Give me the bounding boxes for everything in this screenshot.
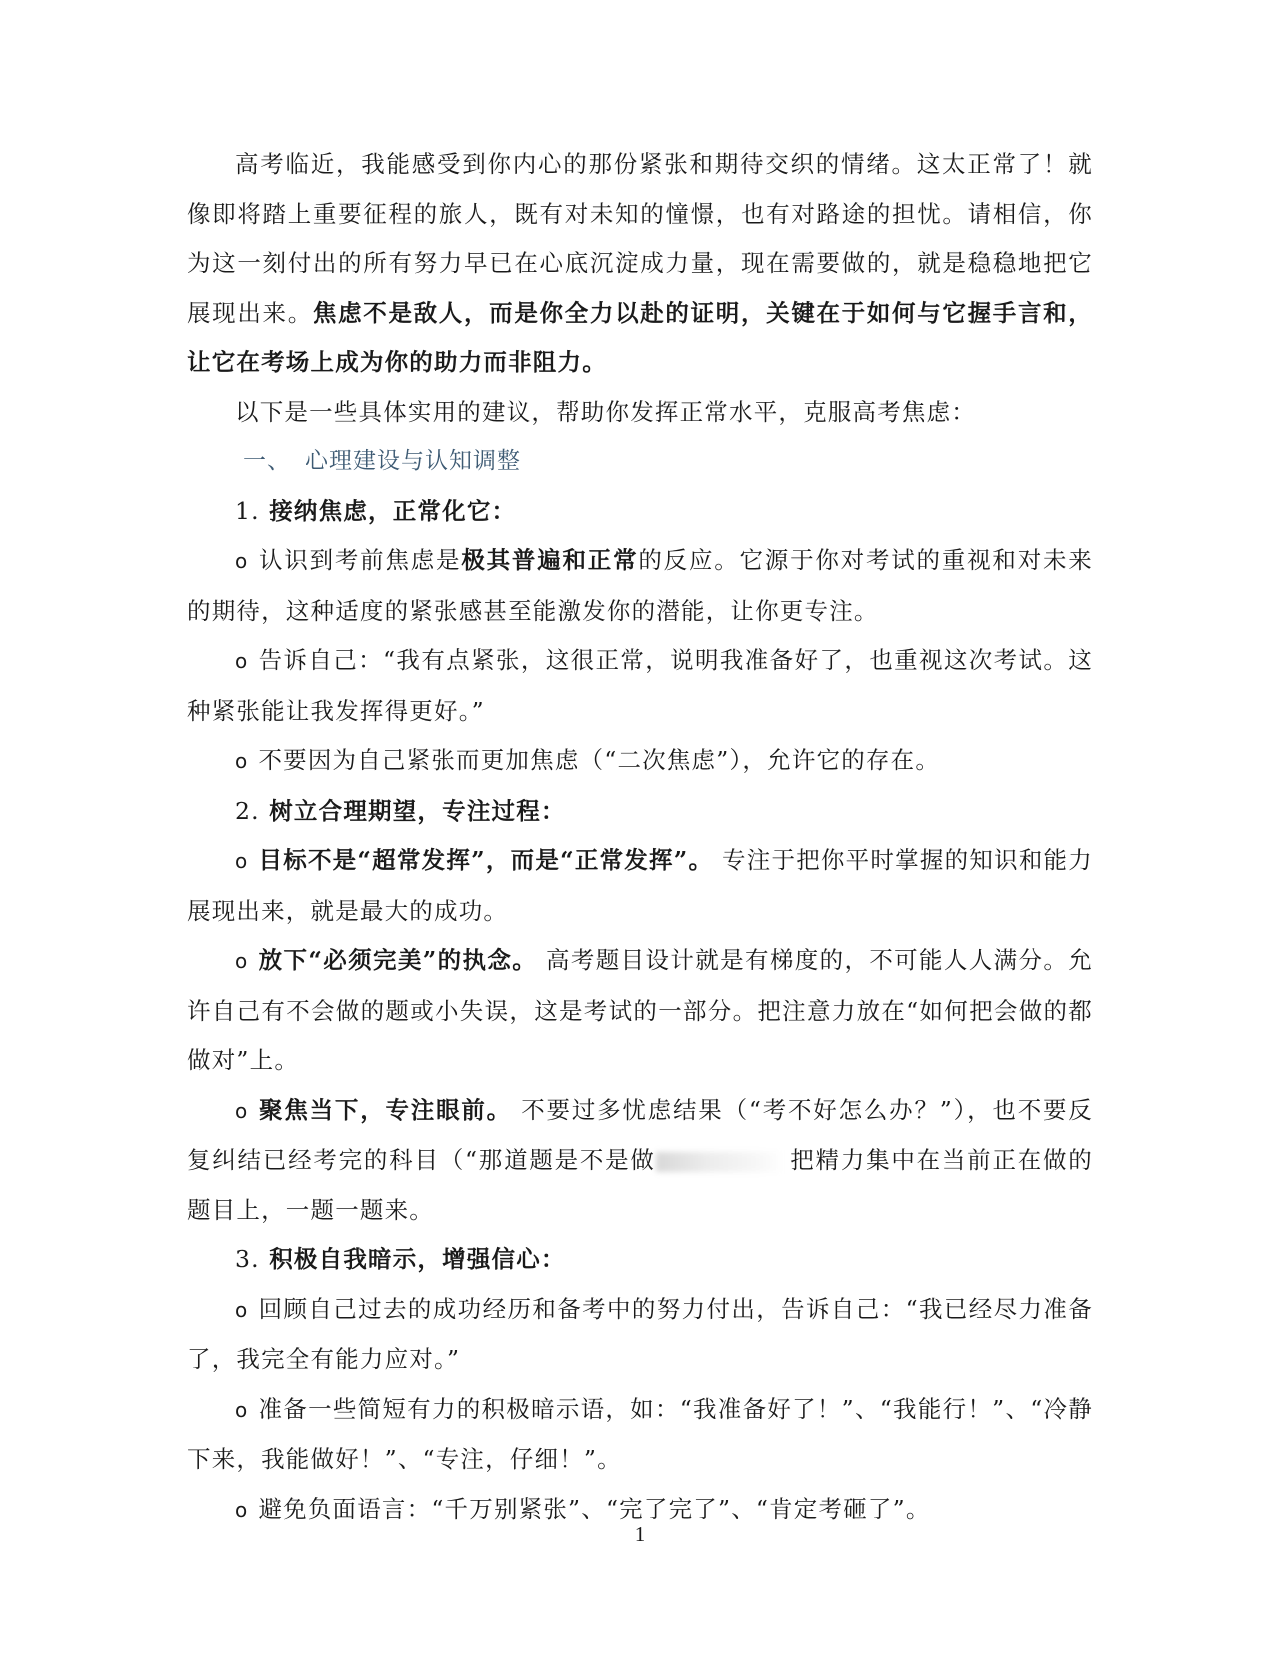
item-title: 积极自我暗示，增强信心： — [269, 1245, 566, 1273]
bullet-text: 避免负面语言：“千万别紧张”、“完了完了”、“肯定考砸了”。 — [258, 1494, 931, 1523]
bullet-text: 回顾自己过去的成功经历和备考中的努力付出，告诉自己：“我已经尽力准备了，我完全有能力应对。” — [187, 1294, 1093, 1373]
item-title: 树立合理期望，专注过程： — [269, 796, 566, 825]
bullet-circle-icon: o — [235, 749, 249, 773]
item-heading — [187, 787, 1093, 837]
bullet-paragraph — [187, 536, 1093, 636]
bullet-circle-icon: o — [235, 1397, 249, 1422]
bullet-paragraph — [187, 1385, 1093, 1485]
bullet-paragraph — [187, 1285, 1093, 1385]
bullet-circle-icon: o — [235, 549, 249, 573]
section-heading — [187, 437, 1093, 487]
item-heading — [187, 1235, 1093, 1285]
section-title: 心理建设与认知调整 — [305, 448, 521, 474]
bullet-circle-icon: o — [235, 1098, 249, 1123]
bullet-text: 不要因为自己紧张而更加焦虑（“二次焦虑”），允许它的存在。 — [258, 746, 941, 774]
bullet-bold-text: 聚焦当下，专注眼前。 — [258, 1095, 512, 1124]
item-number: 2. — [235, 796, 260, 825]
bullet-paragraph — [187, 936, 1093, 1086]
bullet-text: 专注于把你平时掌握的知识和能力展现出来，就是最大的成功。 — [187, 846, 1093, 925]
intro-text: 高考临近，我能感受到你内心的那份紧张和期待交织的情绪。这太正常了！就像即将踏上重要征程的旅人，既有对未知的憧憬，也有对路途的担忧。请相信，你为这一刻付出的所有努力早已在心底沉淀成力量，现在需要做的，就是稳稳地把它展现出来。 — [187, 150, 1093, 327]
bullet-text: 不要过多忧虑结果（“考不好怎么办？”），也不要反复纠结已经考完的科目（“那道题是不是做 — [187, 1095, 1094, 1174]
bullet-text: 把精力集中在当前正在做的题目上，一题一题来。 — [187, 1146, 1093, 1224]
item-heading — [187, 487, 1093, 537]
blurred-text-region — [656, 1152, 784, 1172]
item-number: 3. — [235, 1245, 260, 1273]
bullet-text: 准备一些简短有力的积极暗示语，如：“我准备好了！”、“我能行！”、“冷静下来，我能做好！”、“专注，仔细！”。 — [187, 1394, 1093, 1473]
bullet-paragraph — [187, 1086, 1093, 1236]
bullet-text: 高考题目设计就是有梯度的，不可能人人满分。允许自己有不会做的题或小失误，这是考试的一部分。把注意力放在“如何把会做的都做对”上。 — [187, 946, 1093, 1074]
intro-paragraph — [187, 140, 1093, 388]
bullet-bold-text: 极其普遍和正常 — [461, 546, 639, 574]
item-title: 接纳焦虑，正常化它： — [269, 496, 517, 525]
bullet-paragraph — [187, 836, 1093, 936]
bullet-paragraph — [187, 736, 1093, 787]
bullet-paragraph — [187, 636, 1093, 736]
bullet-bold-text: 放下“必须完美”的执念。 — [258, 946, 538, 974]
bullet-text: 的反应。它源于你对考试的重视和对未来的期待，这种适度的紧张感甚至能激发你的潜能，让你更专注。 — [187, 546, 1093, 625]
bullet-circle-icon: o — [235, 949, 249, 973]
item-number: 1. — [235, 496, 260, 525]
section-number: 一、 — [243, 448, 291, 474]
bullet-text: 告诉自己：“我有点紧张，这很正常，说明我准备好了，也重视这次考试。这种紧张能让我发挥得更好。” — [187, 646, 1093, 725]
bullet-circle-icon: o — [235, 649, 249, 673]
document-page — [187, 140, 1093, 1535]
intro-bold-text: 焦虑不是敌人，而是你全力以赴的证明，关键在于如何与它握手言和，让它在考场上成为你的助力而非阻力。 — [187, 298, 1094, 376]
bullet-text: 认识到考前焦虑是 — [258, 546, 462, 574]
page-number: 1 — [634, 1522, 646, 1546]
lead-paragraph: 以下是一些具体实用的建议，帮助你发挥正常水平，克服高考焦虑： — [235, 397, 976, 426]
bullet-circle-icon: o — [235, 1497, 249, 1522]
bullet-bold-text: 目标不是“超常发挥”，而是“正常发挥”。 — [258, 846, 714, 874]
bullet-circle-icon: o — [235, 849, 249, 873]
bullet-circle-icon: o — [235, 1297, 249, 1322]
